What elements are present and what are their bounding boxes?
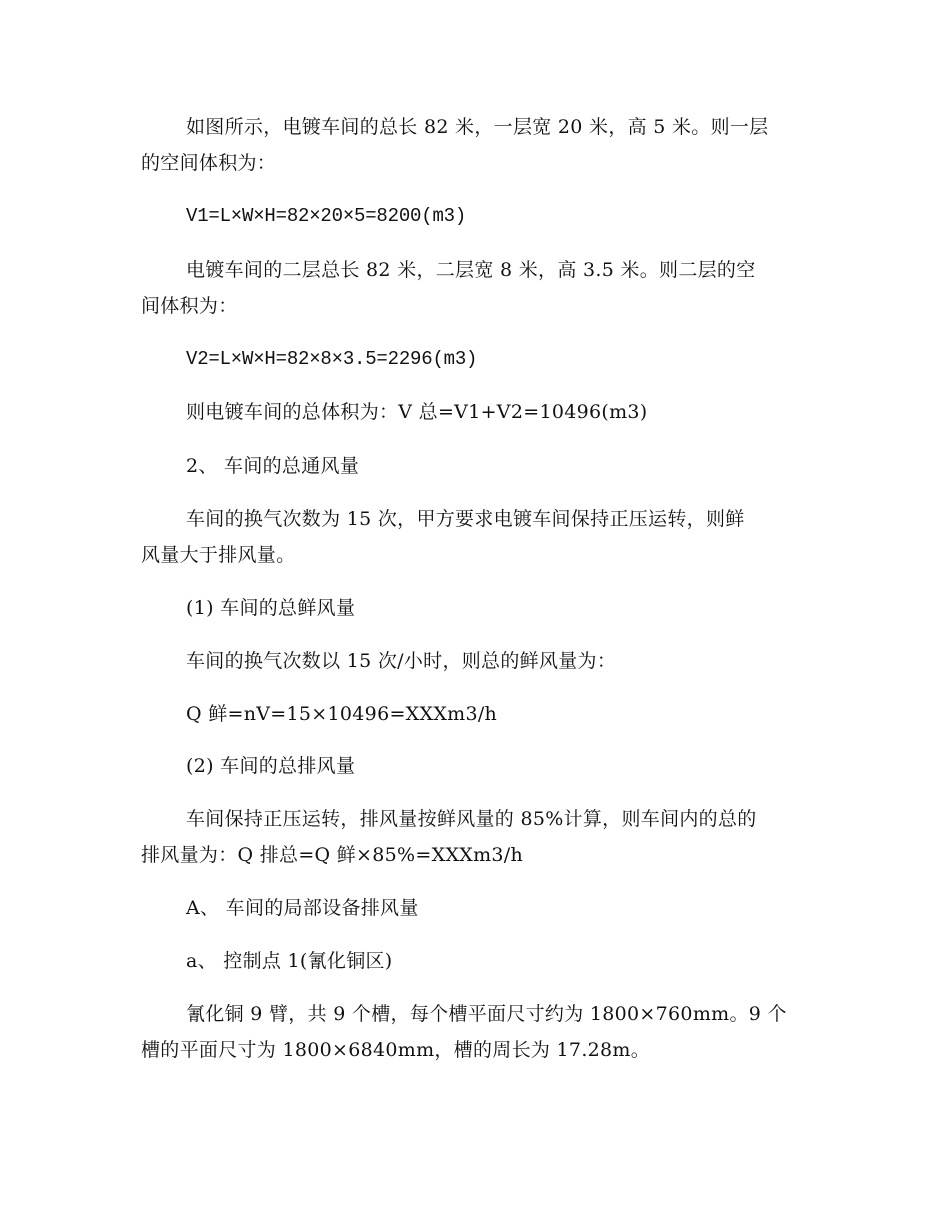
paragraph-5-line-2: 排风量为：Q 排总=Q 鲜×85%=XXXm3/h: [141, 844, 524, 866]
paragraph-5-line-1: 车间保持正压运转，排风量按鲜风量的 85%计算，则车间内的总的: [186, 808, 757, 830]
paragraph-3-line-1: 车间的换气次数为 15 次，甲方要求电镀车间保持正压运转，则鲜: [186, 508, 745, 530]
paragraph-6-line-1: 氰化铜 9 臂，共 9 个槽，每个槽平面尺寸约为 1800×760mm。9 个: [186, 1003, 787, 1025]
paragraph-2-line-1: 电镀车间的二层总长 82 米，二层宽 8 米，高 3.5 米。则二层的空: [186, 259, 756, 281]
paragraph-1-line-1: 如图所示，电镀车间的总长 82 米，一层宽 20 米，高 5 米。则一层: [186, 116, 769, 138]
section-heading-2: 2、 车间的总通风量: [186, 455, 360, 477]
heading-A: A、 车间的局部设备排风量: [186, 897, 419, 919]
paragraph-4: 车间的换气次数以 15 次/小时，则总的鲜风量为：: [186, 650, 617, 672]
paragraph-6-line-2: 槽的平面尺寸为 1800×6840mm，槽的周长为 17.28m。: [141, 1039, 651, 1061]
paragraph-2-line-2: 间体积为：: [141, 295, 238, 317]
heading-a: a、 控制点 1(氰化铜区): [186, 950, 393, 972]
formula-v1: V1=L×W×H=82×20×5=8200(m3): [186, 205, 467, 227]
subsection-heading-2: (2) 车间的总排风量: [186, 755, 356, 777]
paragraph-3-line-2: 风量大于排风量。: [141, 544, 296, 566]
total-volume-line: 则电镀车间的总体积为：V 总=V1+V2=10496(m3): [186, 401, 648, 423]
formula-q-fresh: Q 鲜=nV=15×10496=XXXm3/h: [186, 703, 498, 725]
formula-v2: V2=L×W×H=82×8×3.5=2296(m3): [186, 348, 478, 370]
subsection-heading-1: (1) 车间的总鲜风量: [186, 597, 356, 619]
paragraph-1-line-2: 的空间体积为：: [141, 152, 277, 174]
